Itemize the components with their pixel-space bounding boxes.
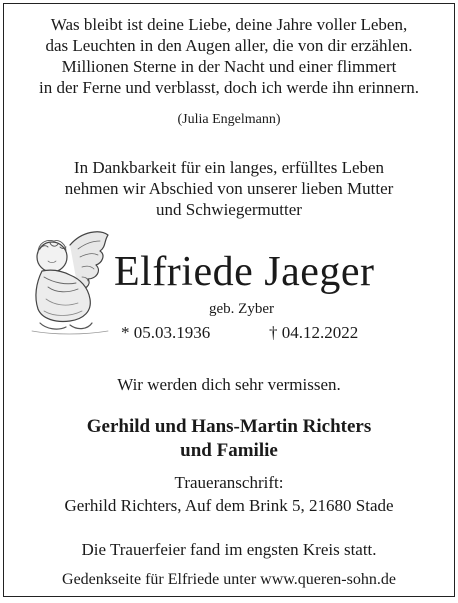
poem-line: das Leuchten in den Augen aller, die von dir erzählen. — [45, 36, 413, 55]
death-date: † 04.12.2022 — [269, 323, 359, 342]
address-label: Traueranschrift: — [174, 473, 284, 492]
ceremony-note: Die Trauerfeier fand im engsten Kreis statt. — [81, 540, 377, 559]
poem-author: (Julia Engelmann) — [177, 112, 281, 127]
poem — [4, 14, 454, 98]
intro-line: und Schwiegermutter — [156, 200, 302, 219]
intro-line: nehmen wir Abschied von unserer lieben Mutter — [64, 179, 394, 198]
intro-text — [4, 157, 454, 220]
angel-icon — [26, 227, 112, 337]
family-line: Gerhild und Hans-Martin Richters — [86, 416, 372, 437]
family-line: und Familie — [180, 440, 278, 461]
closing-text: Wir werden dich sehr vermissen. — [117, 375, 341, 394]
maiden-name: geb. Zyber — [209, 301, 274, 317]
intro-line: In Dankbarkeit für ein langes, erfülltes Leben — [73, 158, 385, 177]
poem-line: Was bleibt ist deine Liebe, deine Jahre voller Leben, — [50, 15, 408, 34]
memorial-link: Gedenkseite für Elfriede unter www.queren-sohn.de — [62, 571, 396, 588]
poem-line: Millionen Sterne in der Nacht und einer flimmert — [61, 57, 397, 76]
family-names — [4, 415, 454, 463]
birth-date: * 05.03.1936 — [121, 323, 211, 342]
deceased-name: Elfriede Jaeger — [114, 249, 375, 295]
obituary-card — [3, 3, 455, 597]
address-text: Gerhild Richters, Auf dem Brink 5, 21680 Stade — [64, 496, 394, 515]
poem-line: in der Ferne und verblasst, doch ich werde ihn erinnern. — [38, 78, 420, 97]
